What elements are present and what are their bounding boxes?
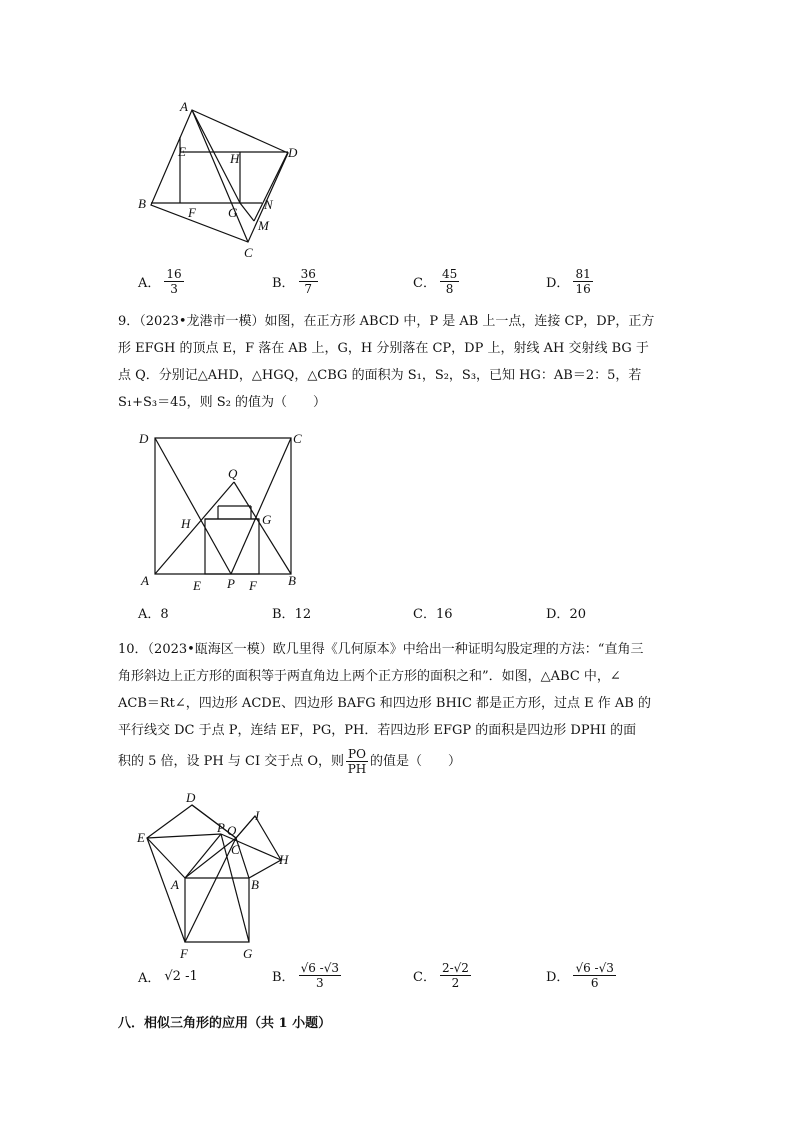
q8-label-n: N — [264, 197, 273, 212]
q9-stem-line: 9．（2023•龙港市一模）如图，在正方形 ABCD 中，P 是 AB 上一点，连接 CP，DP，正方 — [118, 314, 655, 329]
option-value: 8 — [160, 607, 169, 622]
option-fraction: $\frac{√6 -√3}{6}$ — [575, 961, 614, 990]
q10-label-i: I — [255, 808, 260, 823]
option-letter: D． — [546, 607, 570, 622]
q10-square-bafg — [185, 878, 249, 942]
q9-option-a[interactable] — [138, 603, 169, 622]
option-letter: B． — [272, 276, 295, 291]
q10-label-c: C — [231, 842, 240, 857]
option-letter: A． — [138, 971, 161, 986]
q9-label-g: G — [262, 512, 272, 527]
option-value: 16 — [435, 607, 453, 622]
option-fraction: $\frac{36}{7}$ — [300, 267, 316, 296]
q8-label-d: D — [288, 145, 298, 160]
option-fraction: $\frac{45}{8}$ — [441, 267, 458, 296]
q10-label-g: G — [243, 946, 253, 961]
q10-label-h: H — [279, 852, 289, 867]
q9-stem-line: 点 Q．分别记△AHD，△HGQ，△CBG 的面积为 S₁，S₂，S₃，已知 HG：AB＝2：5，若 — [118, 368, 642, 383]
q10-line-e-p — [147, 834, 221, 838]
q10-stem-last-line: 积的 5 倍，设 PH 与 CI 交于点 O，则 $\frac{PO}{PH}$ 的值是（ ） — [118, 746, 461, 776]
q8-label-a: A — [180, 99, 188, 114]
q10-label-f: F — [180, 946, 188, 961]
q10-option-d[interactable] — [546, 962, 616, 989]
q9-label-b: B — [288, 573, 296, 588]
figure-q10-diagram — [133, 790, 303, 965]
option-letter: B． — [272, 970, 295, 985]
q10-stem — [118, 636, 678, 778]
q8-label-f: F — [188, 205, 196, 220]
option-fraction: $\frac{81}{16}$ — [575, 267, 591, 296]
q10-stem-line: 平行线交 DC 于点 P，连结 EF，PG，PH．若四边形 EFGP 的面积是四边形 DPHI 的面 — [118, 723, 637, 738]
q9-label-e: E — [193, 578, 201, 593]
q10-stem-line: ACB＝Rt∠，四边形 ACDE、四边形 BAFG 和四边形 BHIC 都是正方形，过点 E 作 AB 的 — [118, 696, 651, 711]
option-letter: C． — [413, 276, 436, 291]
q10-line-c-f — [185, 838, 236, 942]
q8-label-e: E — [178, 144, 186, 159]
option-value: √2 -1 — [164, 969, 198, 984]
q10-line-a-p — [185, 834, 221, 878]
option-letter: A． — [138, 607, 161, 622]
section-heading: 八．相似三角形的应用（共 1 小题） — [118, 1016, 332, 1031]
option-fraction: $\frac{√6 -√3}{3}$ — [300, 961, 339, 990]
q10-ratio-fraction: $\frac{PO}{PH}$ — [347, 746, 367, 776]
q10-label-d: D — [186, 790, 196, 805]
q10-line-c-i — [236, 816, 255, 838]
q10-line-e-f — [147, 838, 185, 942]
q8-label-c: C — [244, 245, 253, 260]
q9-label-c: C — [293, 431, 302, 446]
q10-stem-line: 10．（2023•瓯海区一模）欧几里得《几何原本》中给出一种证明勾股定理的方法：“直角三 — [118, 642, 644, 657]
q9-label-h: H — [181, 516, 191, 531]
option-letter: B． — [272, 607, 295, 622]
q10-square-bhic — [236, 816, 281, 878]
q9-option-d[interactable] — [546, 603, 586, 622]
option-value: 20 — [569, 607, 586, 622]
q8-label-g: G — [228, 205, 238, 220]
q10-label-e: E — [137, 830, 145, 845]
q9-option-c[interactable] — [413, 603, 453, 622]
option-value: 12 — [294, 607, 312, 622]
q10-options — [138, 962, 698, 992]
q9-label-a: A — [141, 573, 149, 588]
q9-line-a-q — [155, 482, 234, 574]
q9-option-b[interactable] — [272, 603, 311, 622]
q10-label-b: B — [251, 877, 259, 892]
q9-stem-line: S₁+S₃＝45，则 S₂ 的值为（ ） — [118, 395, 327, 410]
q9-options — [138, 603, 698, 633]
option-fraction: $\frac{2-√2}{2}$ — [441, 961, 469, 990]
q9-label-p: P — [227, 576, 235, 591]
q8-option-c[interactable] — [413, 268, 459, 295]
q10-label-p: P — [217, 820, 225, 835]
q8-label-m: M — [258, 218, 269, 233]
figure-q8-diagram — [130, 95, 310, 265]
q10-stem-line: 角形斜边上正方形的面积等于两直角边上两个正方形的面积之和”．如图，△ABC 中，∠ — [118, 669, 621, 684]
option-letter: D． — [546, 276, 570, 291]
option-letter: C． — [413, 970, 436, 985]
option-letter: D． — [546, 970, 570, 985]
q8-label-h: H — [230, 151, 240, 166]
option-letter: C． — [413, 607, 436, 622]
q8-option-a[interactable] — [138, 268, 184, 295]
q8-option-d[interactable] — [546, 268, 593, 295]
q9-label-d: D — [139, 431, 149, 446]
q9-label-q: Q — [228, 466, 238, 481]
figure-q9-diagram — [135, 428, 315, 598]
q10-option-a[interactable] — [138, 967, 198, 986]
q8-option-b[interactable] — [272, 268, 318, 295]
q9-stem — [118, 308, 678, 416]
q9-stem-line: 形 EFGH 的顶点 E，F 落在 AB 上，G，H 分别落在 CP，DP 上，射线 AH 交射线 BG 于 — [118, 341, 649, 356]
q8-line-g-n — [240, 203, 254, 221]
q8-options — [138, 268, 698, 298]
q10-option-b[interactable] — [272, 962, 341, 989]
q8-label-b: B — [138, 196, 146, 211]
q9-line-q-b — [234, 482, 291, 574]
q10-label-a: A — [171, 877, 179, 892]
q10-label-o: O — [227, 823, 237, 838]
q10-option-c[interactable] — [413, 962, 471, 989]
q9-square-efgh — [205, 519, 259, 574]
option-fraction: $\frac{16}{3}$ — [166, 267, 182, 296]
q9-label-f: F — [249, 578, 257, 593]
option-letter: A． — [138, 276, 161, 291]
